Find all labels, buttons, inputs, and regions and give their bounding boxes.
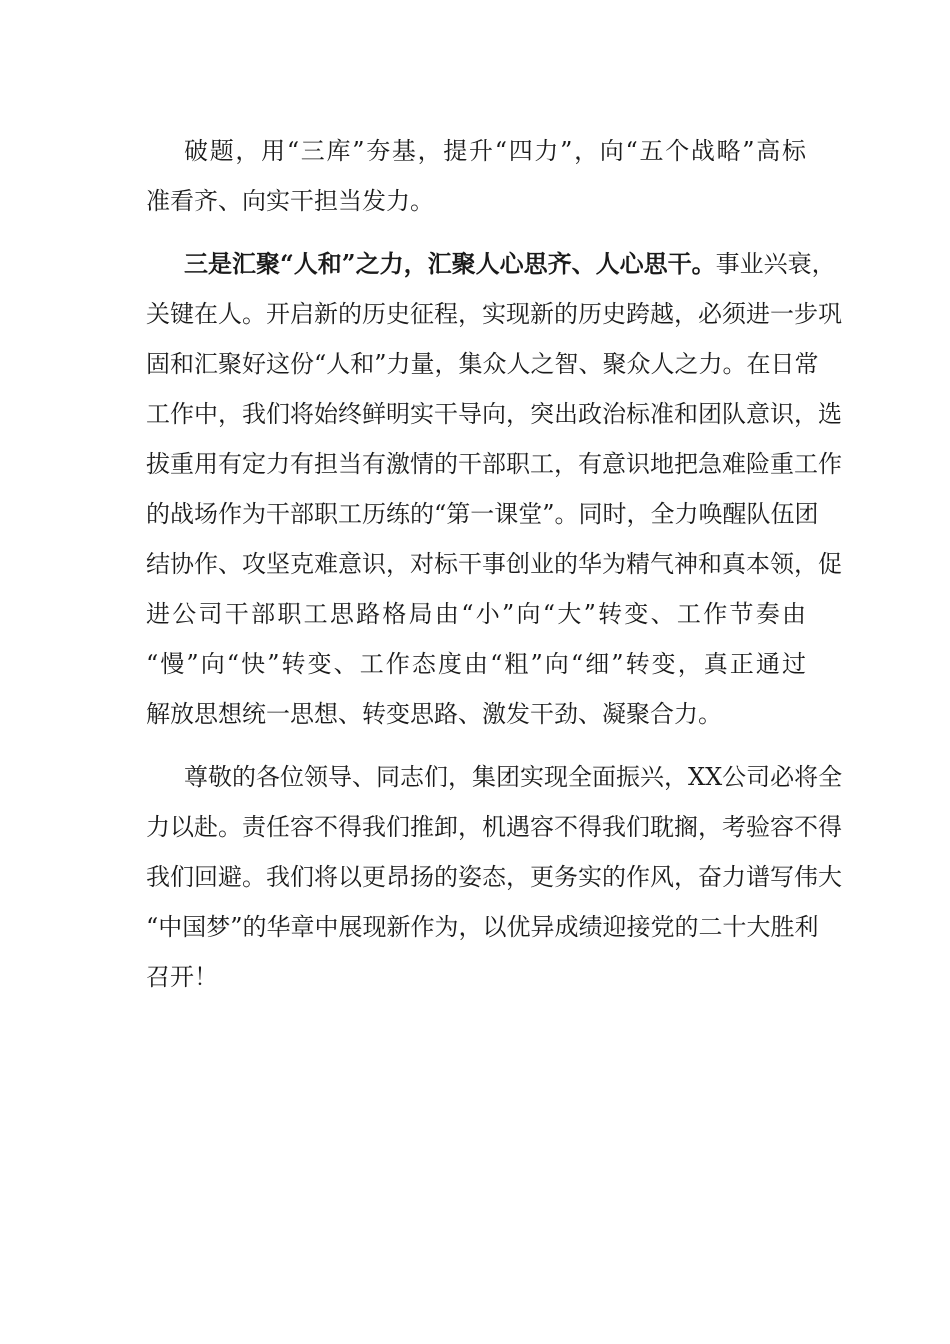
paragraph-2-line-1	[184, 244, 836, 284]
paragraph-2-line-6: 的战场作为干部职工历练的“第一课堂”。同时，全力唤醒队伍团	[146, 500, 819, 528]
paragraph-2-heading: 三是汇聚“人和”之力，汇聚人心思齐、人心思干。	[184, 249, 716, 278]
paragraph-2-line-5: 拔重用有定力有担当有激情的干部职工，有意识地把急难险重工作	[146, 450, 842, 478]
paragraph-2-line-4: 工作中，我们将始终鲜明实干导向，突出政治标准和团队意识，选	[146, 400, 842, 428]
paragraph-3-line-4: “中国梦”的华章中展现新作为，以优异成绩迎接党的二十大胜利	[146, 913, 819, 941]
paragraph-2-line-10: 解放思想统一思想、转变思路、激发干劲、凝聚合力。	[146, 700, 722, 728]
paragraph-2-line-9: “慢”向“快”转变、工作态度由“粗”向“细”转变，真正通过	[146, 650, 806, 678]
paragraph-3-line-3: 我们回避。我们将以更昂扬的姿态，更务实的作风，奋力谱写伟大	[146, 863, 842, 891]
paragraph-1-line-1: 破题，用“三库”夯基，提升“四力”，向“五个战略”高标	[184, 137, 806, 165]
paragraph-2-line-1-tail: 事业兴衰，	[715, 250, 836, 278]
paragraph-2-line-7: 结协作、攻坚克难意识，对标干事创业的华为精气神和真本领，促	[146, 550, 842, 578]
paragraph-2-line-8: 进公司干部职工思路格局由“小”向“大”转变、工作节奏由	[146, 600, 806, 628]
paragraph-3-line-1: 尊敬的各位领导、同志们，集团实现全面振兴，XX公司必将全	[184, 763, 843, 791]
paragraph-2-line-2: 关键在人。开启新的历史征程，实现新的历史跨越，必须进一步巩	[146, 300, 842, 328]
paragraph-3-line-5: 召开！	[146, 963, 218, 991]
paragraph-1-line-2: 准看齐、向实干担当发力。	[146, 187, 434, 215]
paragraph-2-line-3: 固和汇聚好这份“人和”力量，集众人之智、聚众人之力。在日常	[146, 350, 819, 378]
paragraph-3-line-2: 力以赴。责任容不得我们推卸，机遇容不得我们耽搁，考验容不得	[146, 813, 842, 841]
